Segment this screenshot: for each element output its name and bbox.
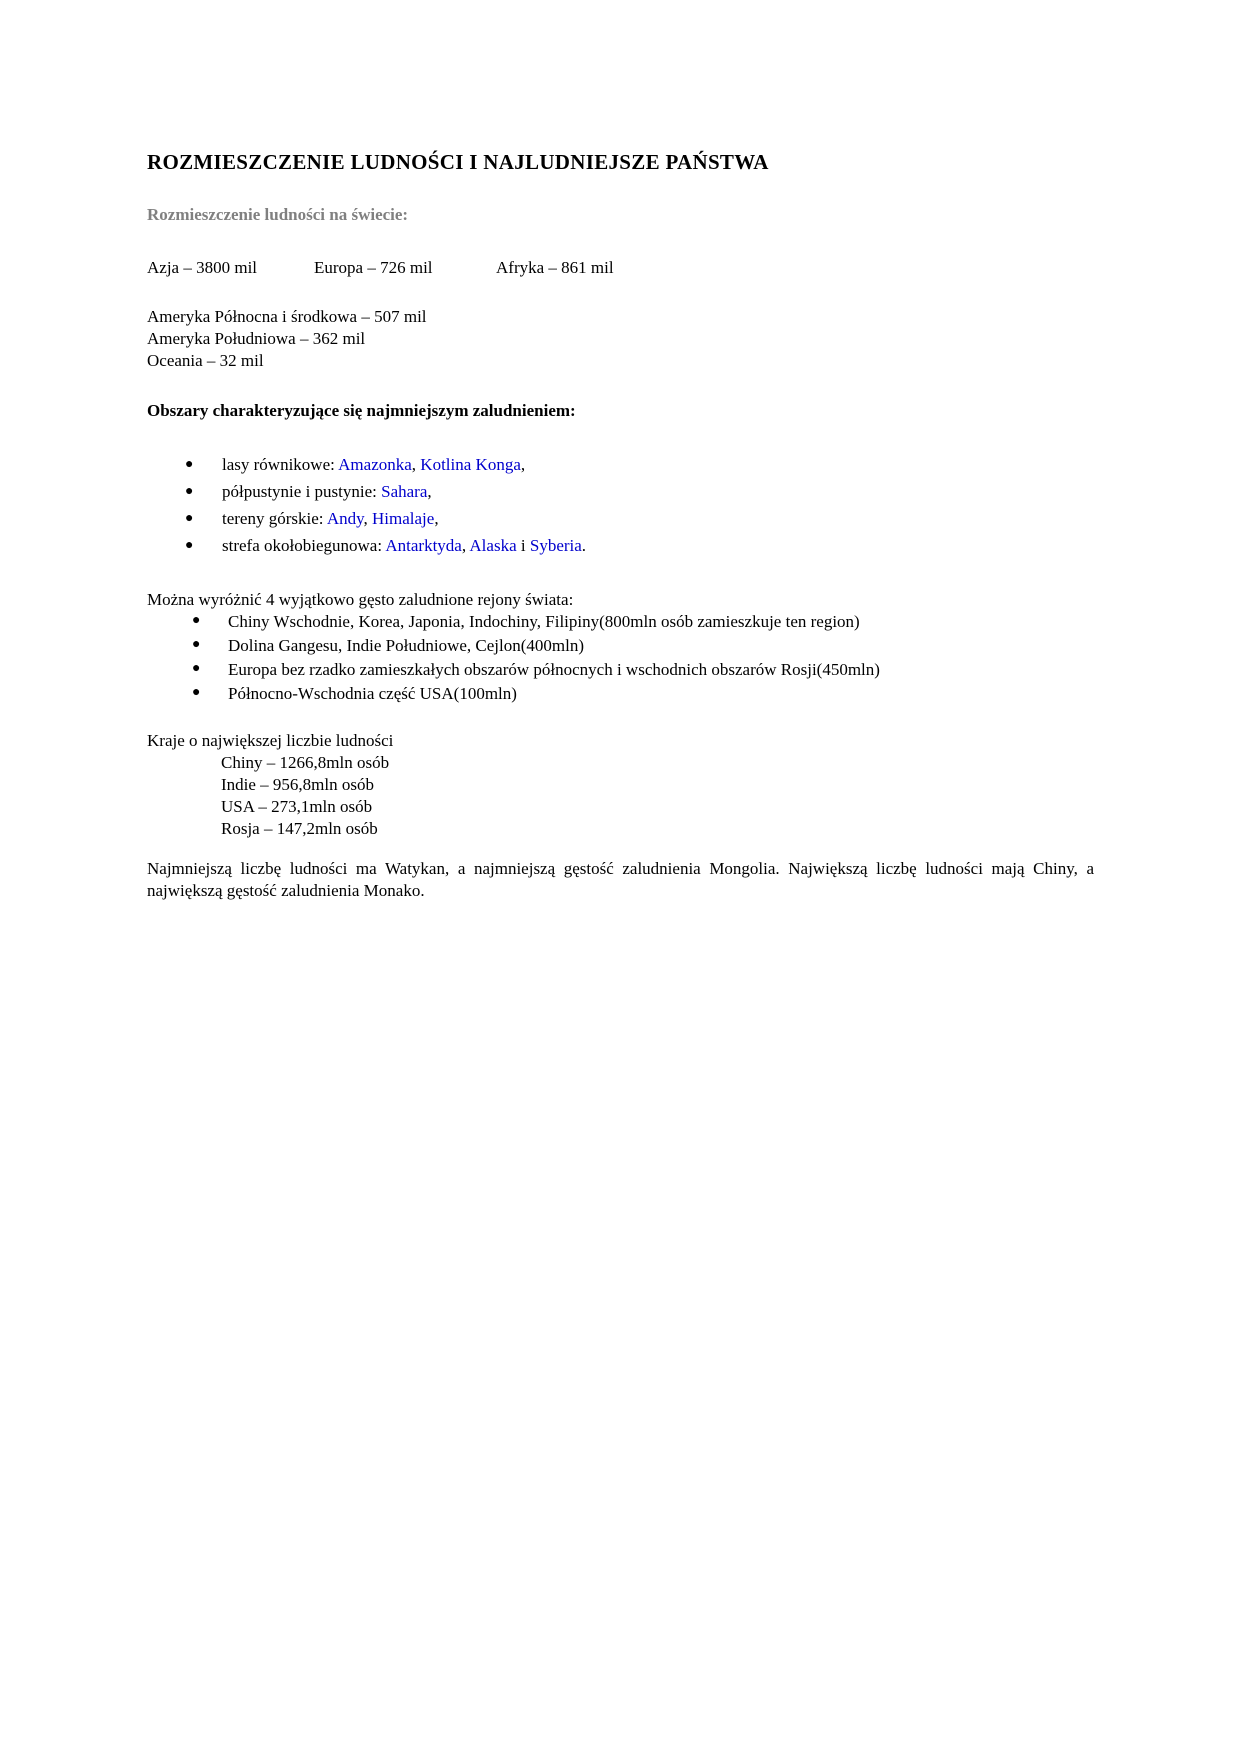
- continent-africa: Afryka – 861 mil: [496, 258, 614, 277]
- continent-line: Oceania – 32 mil: [147, 351, 264, 370]
- continent-line: Ameryka Południowa – 362 mil: [147, 329, 366, 348]
- link-andy[interactable]: Andy: [326, 509, 364, 528]
- country-line: Indie – 956,8mln osób: [221, 775, 374, 794]
- link-antarktyda[interactable]: Antarktyda: [385, 536, 462, 555]
- link-himalaje[interactable]: Himalaje: [372, 509, 435, 528]
- list-item: tereny górskie: Andy, Himalaje,: [222, 509, 439, 528]
- country-line: Chiny – 1266,8mln osób: [221, 753, 390, 772]
- list-item: Chiny Wschodnie, Korea, Japonia, Indochiny, Filipiny(800mln osób zamieszkuje ten region): [228, 612, 860, 631]
- bullet-icon: ●: [185, 511, 194, 526]
- bullet-icon: ●: [192, 661, 201, 676]
- bullet-icon: ●: [192, 637, 201, 652]
- link-amazonka[interactable]: Amazonka: [338, 455, 412, 474]
- continents-row: [147, 257, 614, 279]
- list-item: półpustynie i pustynie: Sahara,: [222, 482, 432, 501]
- continent-asia: Azja – 3800 mil: [147, 258, 258, 277]
- link-alaska[interactable]: Alaska: [469, 536, 517, 555]
- summary-paragraph: Najmniejszą liczbę ludności ma Watykan, a najmniejszą gęstość zaludnienia Mongolia. Największą liczbę ludności mają Chiny, a największą gęstość zaludnienia Monako.: [147, 859, 1094, 900]
- bullet-icon: ●: [192, 685, 201, 700]
- list-item: Północno-Wschodnia część USA(100mln): [228, 684, 517, 703]
- link-sahara[interactable]: Sahara: [381, 482, 428, 501]
- country-line: Rosja – 147,2mln osób: [221, 819, 378, 838]
- list-item: lasy równikowe: Amazonka, Kotlina Konga,: [222, 455, 526, 474]
- list-item: Dolina Gangesu, Indie Południowe, Cejlon(400mln): [228, 636, 585, 655]
- bullet-icon: ●: [185, 457, 194, 472]
- bullet-icon: ●: [185, 538, 194, 553]
- country-line: USA – 273,1mln osób: [221, 797, 373, 816]
- list-item: strefa okołobiegunowa: Antarktyda, Alaska i Syberia.: [222, 536, 587, 555]
- bullet-icon: ●: [185, 484, 194, 499]
- dense-heading: Można wyróżnić 4 wyjątkowo gęsto zaludnione rejony świata:: [147, 590, 574, 609]
- continent-line: Ameryka Północna i środkowa – 507 mil: [147, 307, 427, 326]
- link-syberia[interactable]: Syberia: [529, 536, 582, 555]
- largest-heading: Kraje o największej liczbie ludności: [147, 731, 394, 750]
- page-title: ROZMIESZCZENIE LUDNOŚCI I NAJLUDNIEJSZE PAŃSTWA: [147, 150, 769, 174]
- continent-europe: Europa – 726 mil: [314, 258, 433, 277]
- link-kotlina-konga[interactable]: Kotlina Konga: [420, 455, 521, 474]
- bullet-icon: ●: [192, 613, 201, 628]
- list-item: Europa bez rzadko zamieszkałych obszarów północnych i wschodnich obszarów Rosji(450mln): [228, 660, 880, 679]
- sparse-heading: Obszary charakteryzujące się najmniejszym zaludnieniem:: [147, 401, 576, 420]
- section-subtitle: Rozmieszczenie ludności na świecie:: [147, 205, 409, 224]
